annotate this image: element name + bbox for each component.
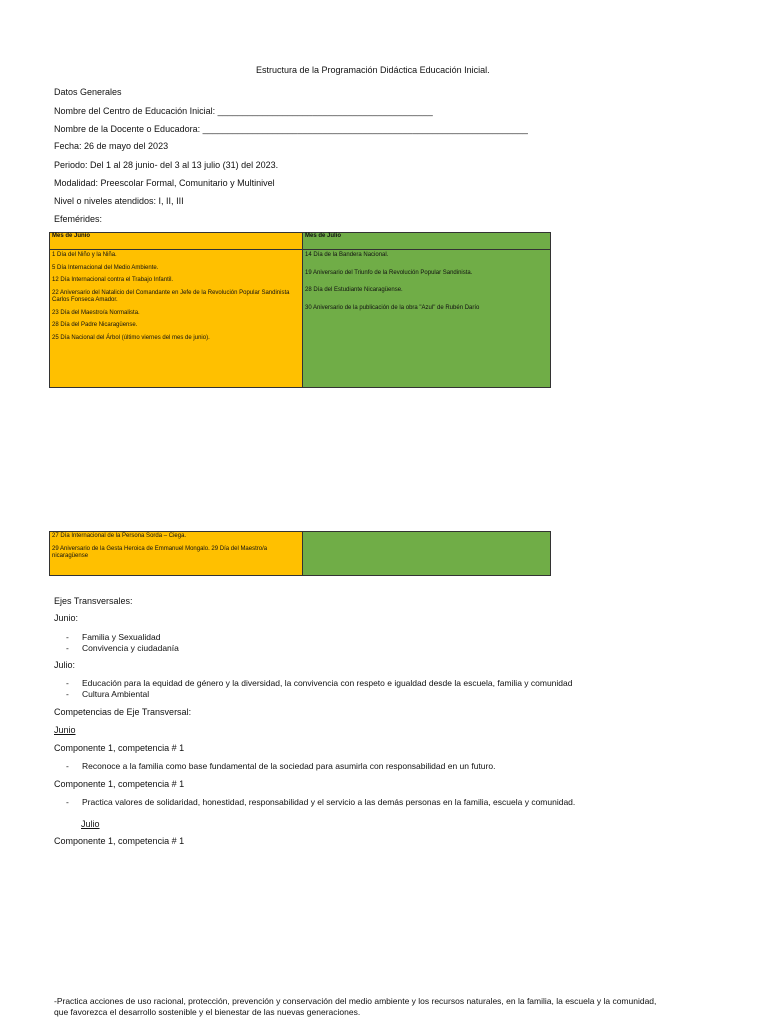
- july-header: Mes de Julio: [303, 233, 551, 250]
- footer-line: -Practica acciones de uso racional, protección, prevención y conservación del medio ambiente y los recursos naturales, en la familia, la escuela y la comunidad,: [54, 996, 657, 1006]
- competency-label: Componente 1, competencia # 1: [54, 836, 185, 846]
- footer-line: que favorezca el desarrollo sostenible y el bienestar de las nuevas generaciones.: [54, 1007, 361, 1017]
- july-column: [303, 532, 551, 576]
- june-item: 27 Día Internacional de la Persona Sorda – Ciega.: [52, 533, 187, 539]
- june-item: 5 Día Internacional del Medio Ambiente.: [52, 264, 159, 271]
- july-item: 28 Día del Estudiante Nicaragüense.: [305, 287, 403, 293]
- july-item: 14 Día de la Bandera Nacional.: [305, 252, 389, 258]
- axes-heading: Ejes Transversales:: [54, 596, 133, 606]
- modality-line: Modalidad: Preescolar Formal, Comunitario y Multinivel: [54, 178, 275, 188]
- competency-item: - Reconoce a la familia como base fundamental de la sociedad para asumirla con responsabilidad en un futuro.: [66, 761, 496, 771]
- july-item: 30 Aniversario de la publicación de la obra "Azul" de Rubén Darío: [305, 304, 480, 311]
- ephemerides-table-continued: [49, 531, 551, 576]
- competency-item: - Practica valores de solidaridad, honestidad, responsabilidad y el servicio a las demás personas en la familia, escuela y comunidad.: [66, 797, 576, 807]
- center-name-line: Nombre del Centro de Educación Inicial: ___________________________________________: [54, 106, 433, 116]
- june-item: 12 Día Internacional contra el Trabajo Infantil.: [52, 277, 174, 283]
- period-line: Periodo: Del 1 al 28 junio- del 3 al 13 julio (31) del 2023.: [54, 160, 279, 170]
- june-item: 28 Día del Padre Nicaragüense.: [52, 322, 138, 328]
- axes-june-item: - Familia y Sexualidad: [66, 632, 161, 642]
- axes-july-item: - Cultura Ambiental: [66, 689, 150, 699]
- june-item: 29 Aniversario de la Gesta Heroica de Emmanuel Mongalo. 29 Día del Maestro/a nicaragüense: [52, 545, 268, 559]
- axes-july-label: Julio:: [54, 660, 76, 670]
- competencies-june-label: Junio: [54, 725, 76, 735]
- axes-june-label: Junio:: [54, 613, 79, 623]
- ephemerides-heading: Efemérides:: [54, 214, 103, 224]
- axes-june-item: - Convivencia y ciudadanía: [66, 643, 179, 653]
- axes-july-item: - Educación para la equidad de género y la diversidad, la convivencia con respeto e igualdad desde la escuela, familia y comunidad: [66, 678, 573, 688]
- general-heading: Datos Generales: [54, 87, 122, 97]
- june-column: [50, 250, 303, 388]
- june-item: 1 Día del Niño y la Niña.: [52, 252, 117, 258]
- levels-line: Nivel o niveles atendidos: I, II, III: [54, 196, 184, 206]
- ephemerides-table: [49, 232, 551, 388]
- competency-label: Componente 1, competencia # 1: [54, 743, 185, 753]
- competencies-heading: Competencias de Eje Transversal:: [54, 707, 192, 717]
- june-item: 25 Día Nacional del Árbol (último viernes del mes de junio).: [52, 334, 210, 341]
- july-item: 19 Aniversario del Triunfo de la Revolución Popular Sandinista.: [305, 269, 473, 276]
- june-header: Mes de Junio: [50, 233, 303, 250]
- competencies-july-label: Julio: [81, 819, 100, 829]
- july-column: [303, 250, 551, 388]
- june-column: [50, 532, 303, 576]
- competency-label: Componente 1, competencia # 1: [54, 779, 185, 789]
- june-item: 23 Día del Maestro/a Normalista.: [52, 309, 140, 316]
- june-item: 22 Aniversario del Natalicio del Comandante en Jefe de la Revolución Popular Sandinista Carlos Fonseca Amador.: [52, 289, 290, 303]
- document-title: Estructura de la Programación Didáctica Educación Inicial.: [256, 65, 490, 75]
- teacher-name-line: Nombre de la Docente o Educadora: _________________________________________________________________: [54, 124, 528, 134]
- date-line: Fecha: 26 de mayo del 2023: [54, 141, 169, 151]
